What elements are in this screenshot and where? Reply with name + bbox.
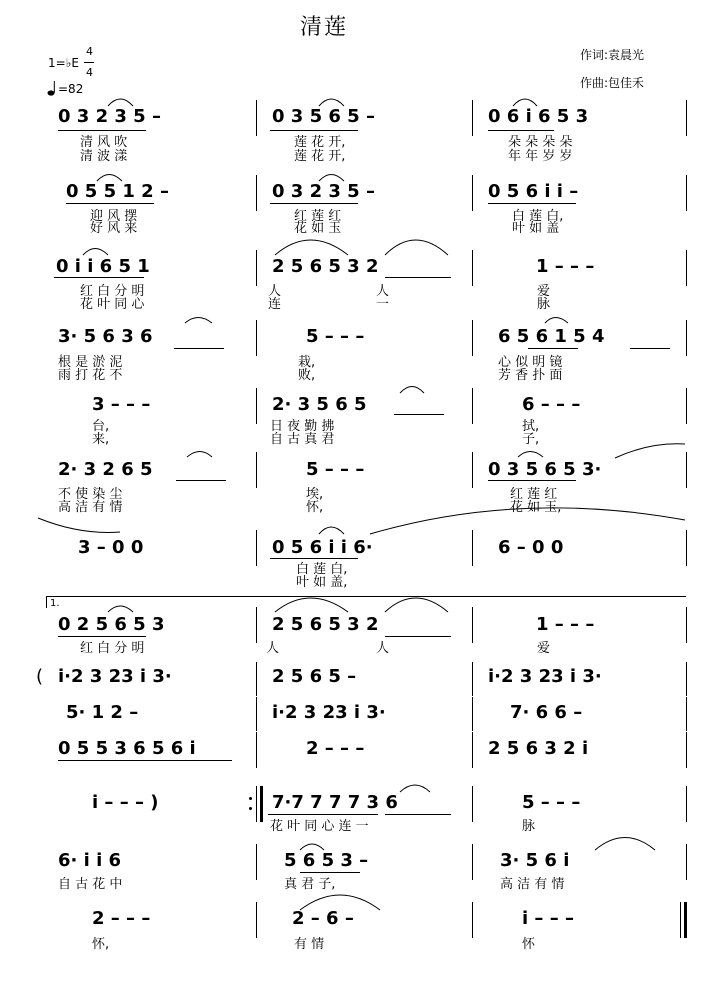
lyric: 真 君 子, xyxy=(284,877,336,892)
lyric: 拭, xyxy=(522,419,540,434)
notes-m38: 5 6 5 3 – xyxy=(284,850,369,871)
lyric: 红 莲 红 xyxy=(294,209,342,224)
lyric: 心 似 明 镜 xyxy=(498,355,563,370)
time-signature-numerator: 4 xyxy=(86,45,93,58)
time-signature-denominator: 4 xyxy=(86,66,93,79)
notes-m33: 2 5 6 3 2 i xyxy=(488,738,589,759)
slur xyxy=(275,240,348,255)
notes-m34: i – – – ) xyxy=(92,792,159,813)
notes-m14: 2· 3 5 6 5 xyxy=(272,394,367,415)
slur xyxy=(187,452,212,458)
lyric: 脉 xyxy=(522,819,536,834)
lyric: 人 xyxy=(268,284,282,299)
notes-m5: 0 3 2 3 5 – xyxy=(272,181,375,202)
notes-m15: 6 – – – xyxy=(522,394,581,415)
lyric: 子, xyxy=(522,432,540,447)
tempo-mark: =82 xyxy=(58,82,84,96)
lyric: 好 风 来 xyxy=(90,221,138,236)
key-signature: 1=♭E xyxy=(48,56,79,70)
lyric: 根 是 淤 泥 xyxy=(58,355,123,370)
slur xyxy=(615,444,685,458)
notes-m36: 5 – – – xyxy=(522,792,581,813)
lyric: 人 xyxy=(266,641,280,656)
slur xyxy=(545,318,568,324)
notes-m17: 5 – – – xyxy=(306,459,365,480)
notes-m4: 0 5 5 1 2 – xyxy=(66,181,169,202)
lyric: 花 叶 同 心 连 一 xyxy=(270,819,369,834)
lyric: 年 年 岁 岁 xyxy=(508,149,573,164)
slur xyxy=(108,606,133,612)
notes-m3: 0 6 i 6 5 3 xyxy=(488,106,589,127)
song-title: 清莲 xyxy=(300,15,349,40)
notes-m25: i·2 3 23 i 3· xyxy=(58,666,172,687)
lyric: 清 波 漾 xyxy=(80,149,128,164)
lyricist: 作词:袁晨光 xyxy=(580,48,645,62)
lyric: 朵 朵 朵 朵 xyxy=(508,135,573,150)
notes-m21: 6 – 0 0 xyxy=(498,537,564,558)
lyric: 栽, xyxy=(298,355,316,370)
lyric: 叶 如 盖 xyxy=(512,221,560,236)
slur xyxy=(400,387,424,394)
slur xyxy=(518,452,543,458)
notes-m41: 2 – 6 – xyxy=(292,908,354,929)
notes-m11: 5 – – – xyxy=(306,326,365,347)
lyric: 自 古 真 君 xyxy=(270,432,335,447)
lyric: 爱 xyxy=(537,641,551,656)
notes-m37: 6· i i 6 xyxy=(58,850,122,871)
notes-m30: 7· 6 6 – xyxy=(510,702,583,723)
slur xyxy=(319,527,344,534)
lyric: 怀, xyxy=(306,500,324,515)
notes-m22: 0 2 5 6 5 3 xyxy=(58,614,165,635)
notes-m35: 7·7 7 7 7 3 6 xyxy=(272,792,398,813)
slur xyxy=(400,785,430,792)
volta-label: 1. xyxy=(50,598,60,609)
notes-m19: 3 – 0 0 xyxy=(78,537,144,558)
notes-m23: 2 5 6 5 3 2 xyxy=(272,614,379,635)
notes-m16: 2· 3 2 6 5 xyxy=(58,459,153,480)
lyric: 莲 花 开, xyxy=(294,149,346,164)
lyric: 人 xyxy=(376,284,390,299)
notes-m28: 5· 1 2 – xyxy=(66,702,139,723)
lyric: 连 xyxy=(268,297,282,312)
slur xyxy=(513,99,537,106)
lyric: 红 莲 红 xyxy=(510,487,558,502)
lyric: 怀 xyxy=(522,937,536,952)
notes-m6: 0 5 6 i i – xyxy=(488,181,579,202)
notes-m10: 3· 5 6 3 6 xyxy=(58,326,153,347)
slur xyxy=(38,518,120,532)
lyric: 埃, xyxy=(306,487,324,502)
slur xyxy=(595,838,655,851)
lyric: 爱 xyxy=(537,284,551,299)
slur xyxy=(385,598,448,612)
lyric: 怀, xyxy=(92,937,110,952)
notes-m26: 2 5 6 5 – xyxy=(272,666,357,687)
lyric: 日 夜 勤 拂 xyxy=(270,419,335,434)
lyric: 白 莲 白, xyxy=(512,209,564,224)
notes-m27: i·2 3 23 i 3· xyxy=(488,666,602,687)
slur xyxy=(83,249,108,256)
lyric: 高 洁 有 情 xyxy=(500,877,565,892)
lyric: 自 古 花 中 xyxy=(58,877,123,892)
lyric: 不 使 染 尘 xyxy=(58,487,123,502)
lyric: 芳 香 扑 面 xyxy=(498,368,563,383)
notes-m31: 0 5 5 3 6 5 6 i xyxy=(58,738,196,759)
notes-m29: i·2 3 23 i 3· xyxy=(272,702,386,723)
lyric: 来, xyxy=(92,432,110,447)
notes-m13: 3 – – – xyxy=(92,394,151,415)
notes-m8: 2 5 6 5 3 2 xyxy=(272,256,379,277)
notes-m24: 1 – – – xyxy=(536,614,595,635)
notes-m20: 0 5 6 i i 6· xyxy=(272,537,373,558)
lyric: 有 情 xyxy=(294,937,325,952)
slur xyxy=(319,99,344,106)
slur xyxy=(275,598,348,612)
notes-m2: 0 3 5 6 5 – xyxy=(272,106,375,127)
notes-m12: 6 5 6 1 5 4 xyxy=(498,326,605,347)
notes-m42: i – – – xyxy=(522,908,574,929)
lyric: 花 叶 同 心 xyxy=(80,297,145,312)
lyric: 莲 花 开, xyxy=(294,135,346,150)
lyric: 败, xyxy=(298,368,316,383)
lyric: 叶 如 盖, xyxy=(296,575,348,590)
open-paren: ( xyxy=(36,666,44,687)
lyric: 台, xyxy=(92,419,110,434)
notes-m1: 0 3 2 3 5 – xyxy=(58,106,161,127)
lyric: 白 莲 白, xyxy=(296,562,348,577)
lyric: 红 白 分 明 xyxy=(80,641,145,656)
slur xyxy=(108,99,133,106)
lyric: 迎 风 摆 xyxy=(90,209,138,224)
notes-m18: 0 3 5 6 5 3· xyxy=(488,459,602,480)
notes-m40: 2 – – – xyxy=(92,908,151,929)
lyric: 雨 打 花 不 xyxy=(58,368,123,383)
notes-m32: 2 – – – xyxy=(306,738,365,759)
composer: 作曲:包佳禾 xyxy=(580,76,645,90)
lyric: 花 如 玉, xyxy=(510,500,562,515)
notes-m9: 1 – – – xyxy=(536,256,595,277)
lyric: 高 洁 有 情 xyxy=(58,500,123,515)
notes-m7: 0 i i 6 5 1 xyxy=(56,256,150,277)
lyric: 花 如 玉 xyxy=(294,221,342,236)
slur xyxy=(185,318,212,324)
lyric: 清 风 吹 xyxy=(80,135,128,150)
lyric: 红 白 分 明 xyxy=(80,284,145,299)
notes-m39: 3· 5 6 i xyxy=(500,850,570,871)
lyric: 人 xyxy=(376,641,390,656)
lyric: 脉 xyxy=(537,297,551,312)
lyric: 一 xyxy=(376,297,390,312)
slur xyxy=(385,240,448,255)
